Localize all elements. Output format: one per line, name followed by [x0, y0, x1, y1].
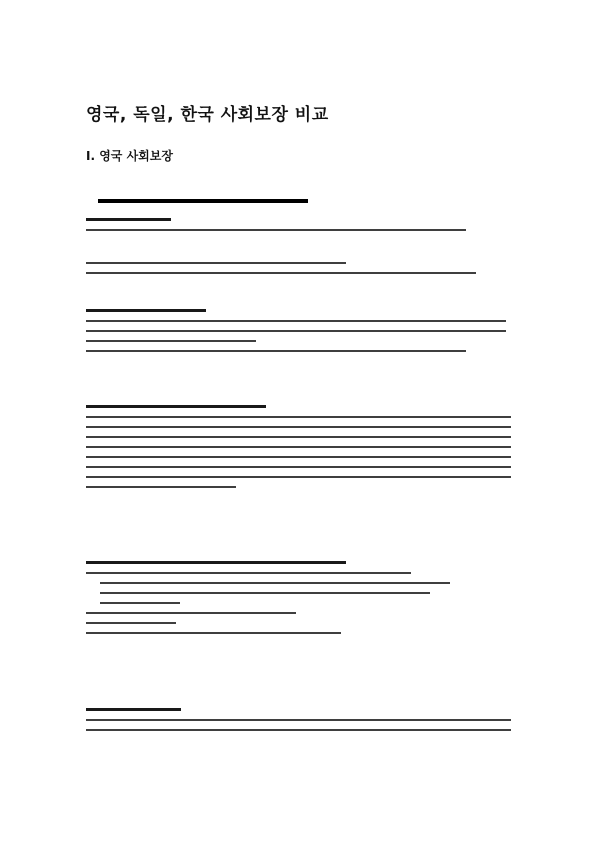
paragraph-6	[86, 708, 516, 739]
text-line	[86, 218, 171, 221]
paragraph-5	[86, 561, 516, 642]
text-line	[100, 582, 450, 584]
paragraph-1	[86, 218, 516, 239]
text-line	[86, 229, 466, 231]
text-line	[86, 466, 511, 468]
text-line	[86, 632, 341, 634]
text-line	[86, 729, 511, 731]
document-title: 영국, 독일, 한국 사회보장 비교	[86, 105, 329, 125]
text-line	[86, 272, 476, 274]
text-line	[86, 340, 256, 342]
text-line	[86, 446, 511, 448]
subsection-heading	[98, 199, 308, 203]
text-line	[86, 612, 296, 614]
paragraph-2	[86, 262, 516, 282]
text-line	[86, 262, 346, 264]
text-line	[100, 602, 180, 604]
text-line	[100, 592, 430, 594]
text-line	[86, 476, 511, 478]
text-line	[86, 436, 511, 438]
paragraph-3	[86, 309, 516, 360]
text-line	[86, 309, 206, 312]
text-line	[86, 405, 266, 408]
text-line	[86, 719, 511, 721]
section-heading: I. 영국 사회보장	[86, 149, 173, 163]
text-line	[86, 426, 511, 428]
text-line	[86, 320, 506, 322]
text-line	[86, 456, 511, 458]
text-line	[86, 486, 236, 488]
text-line	[86, 416, 511, 418]
text-line	[86, 572, 411, 574]
paragraph-4	[86, 405, 516, 496]
text-line	[86, 708, 181, 711]
text-line	[86, 330, 506, 332]
text-line	[86, 622, 176, 624]
text-line	[86, 561, 346, 564]
text-line	[86, 350, 466, 352]
